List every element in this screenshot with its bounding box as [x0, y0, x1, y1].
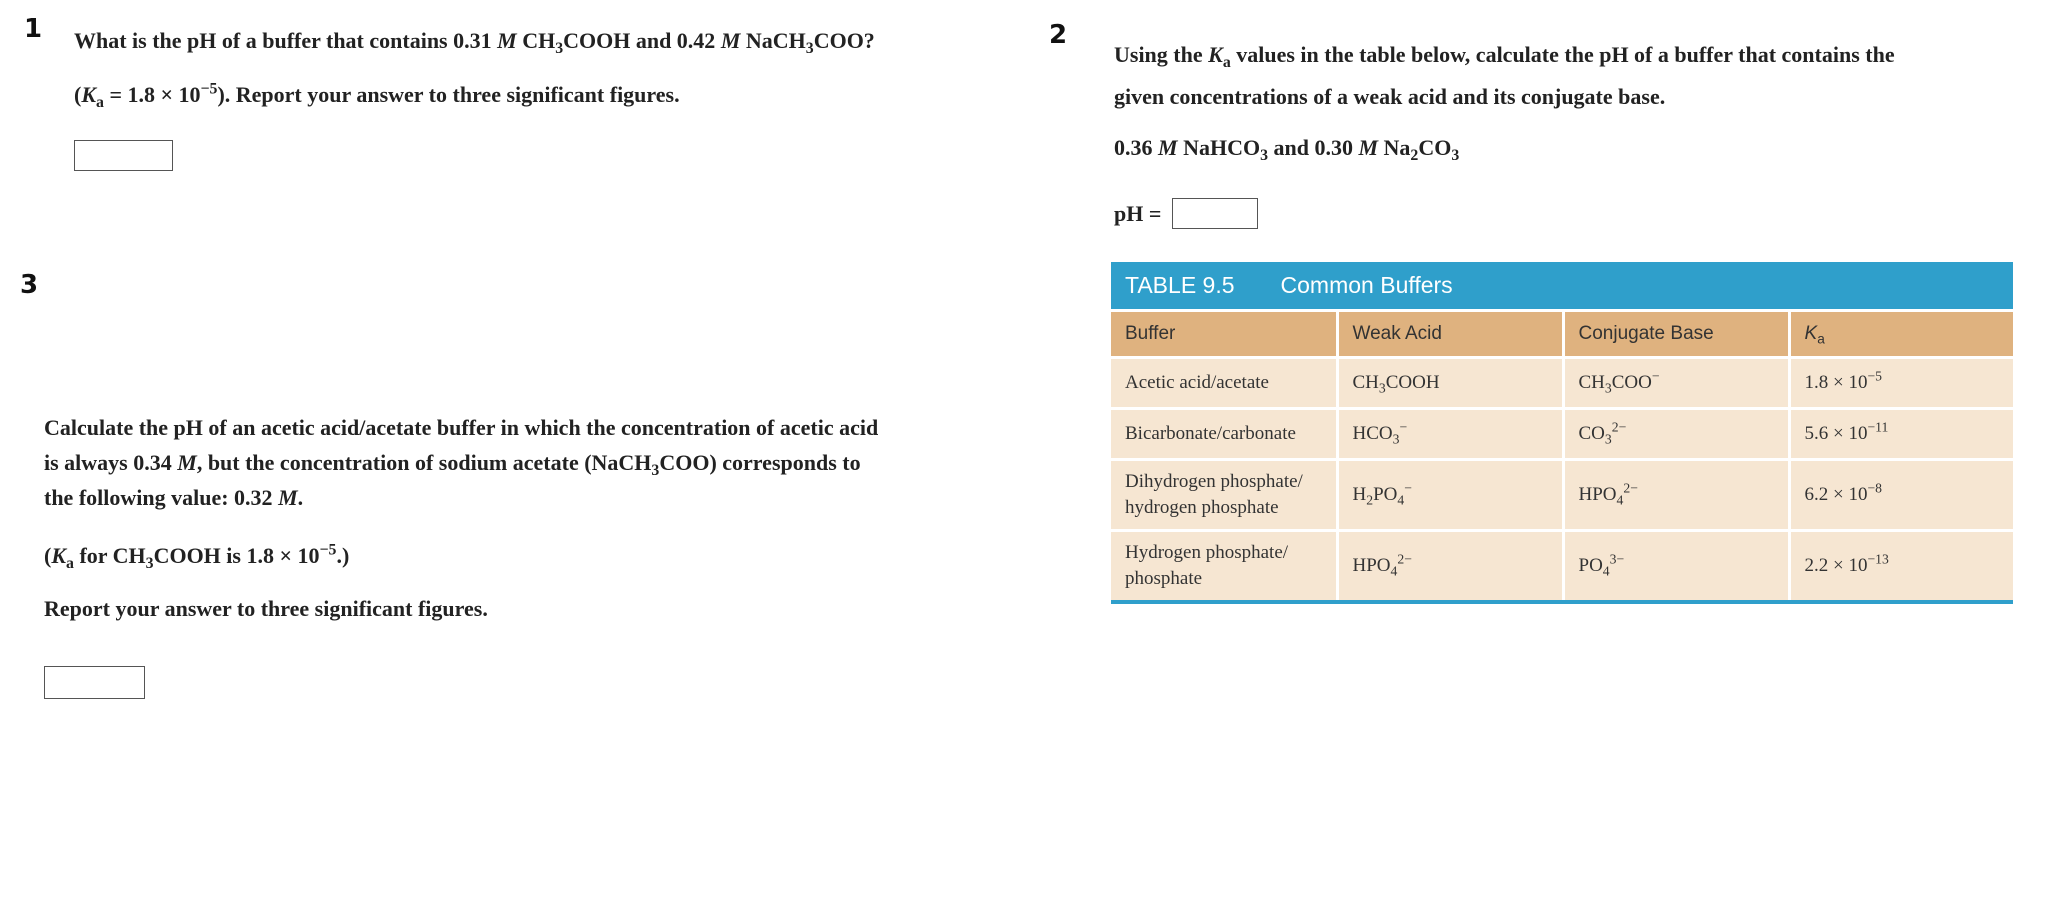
cell-weak-acid: $HCO_3^-$ [1337, 409, 1563, 460]
cell-buffer: Acetic acid/acetate [1111, 358, 1337, 409]
cell-ka: $6.2 \times 10^{-8}$ [1789, 460, 2013, 531]
cell-weak-acid: $CH_3COOH$ [1337, 358, 1563, 409]
question-3-number: 3 [20, 270, 39, 300]
cell-buffer: Dihydrogen phosphate/ hydrogen phosphate [1111, 460, 1337, 531]
cell-weak-acid: $H_2PO_4^-$ [1337, 460, 1563, 531]
cell-ka: $5.6 \times 10^{-11}$ [1789, 409, 2013, 460]
cell-buffer: Bicarbonate/carbonate [1111, 409, 1337, 460]
cell-ka: $1.8 \times 10^{-5}$ [1789, 358, 2013, 409]
question-3-answer-input[interactable] [44, 666, 145, 699]
question-3-text: Calculate the pH of an acetic acid/acetate buffer in which the concentration of acetic acid is always 0.34 M, but the concentration of sodium acetate (NaCH$_3$COO) corresponds to the following value: 0.32 M. ($K_a$ for $CH_3COOH$ is $1.8 \times 10^{-5}$.) Report your answer to three significant figures. [44, 415, 879, 621]
table-row [1111, 460, 2013, 531]
header-ka: $K_a$ [1789, 311, 2013, 358]
cell-conjugate-base: $HPO_4^{2-}$ [1563, 460, 1789, 531]
question-2-text: Using the $K_a$ values in the table below, calculate the pH of a buffer that contains the given concentrations of a weak acid and its conjugate base. 0.36 M NaHCO$_3$ and 0.30 M $Na_2CO_3$ [1114, 42, 1895, 165]
question-1-answer-input[interactable] [74, 140, 173, 171]
header-buffer: Buffer [1111, 311, 1337, 358]
header-weak-acid: Weak Acid [1337, 311, 1563, 358]
table-bottom-rule [1111, 600, 2013, 604]
question-2-answer-input[interactable] [1172, 198, 1258, 229]
table-header-row [1111, 311, 2013, 358]
question-2-number: 2 [1049, 20, 1068, 50]
question-1-number: 1 [24, 14, 43, 44]
common-buffers-table [1111, 262, 2013, 604]
cell-conjugate-base: $CH_3COO^-$ [1563, 358, 1789, 409]
table-row [1111, 531, 2013, 601]
cell-buffer: Hydrogen phosphate/ phosphate [1111, 531, 1337, 601]
header-conjugate-base: Conjugate Base [1563, 311, 1789, 358]
question-1-text: What is the pH of a buffer that contains 0.31 M $CH_3COOH$ and 0.42 M NaCH$_3$COO? $(K_a = 1.8 \times 10^{-5})$. Report your answer to three significant figures. [74, 28, 875, 112]
table-title-bar [1111, 262, 2013, 309]
table-title: Common Buffers [1280, 272, 1453, 298]
table-row [1111, 358, 2013, 409]
table-row [1111, 409, 2013, 460]
question-2-ph-label: pH = [1114, 201, 1162, 226]
cell-conjugate-base: $PO_4^{3-}$ [1563, 531, 1789, 601]
cell-conjugate-base: $CO_3^{2-}$ [1563, 409, 1789, 460]
cell-weak-acid: $HPO_4^{2-}$ [1337, 531, 1563, 601]
cell-ka: $2.2 \times 10^{-13}$ [1789, 531, 2013, 601]
table-label: TABLE 9.5 [1125, 272, 1235, 298]
